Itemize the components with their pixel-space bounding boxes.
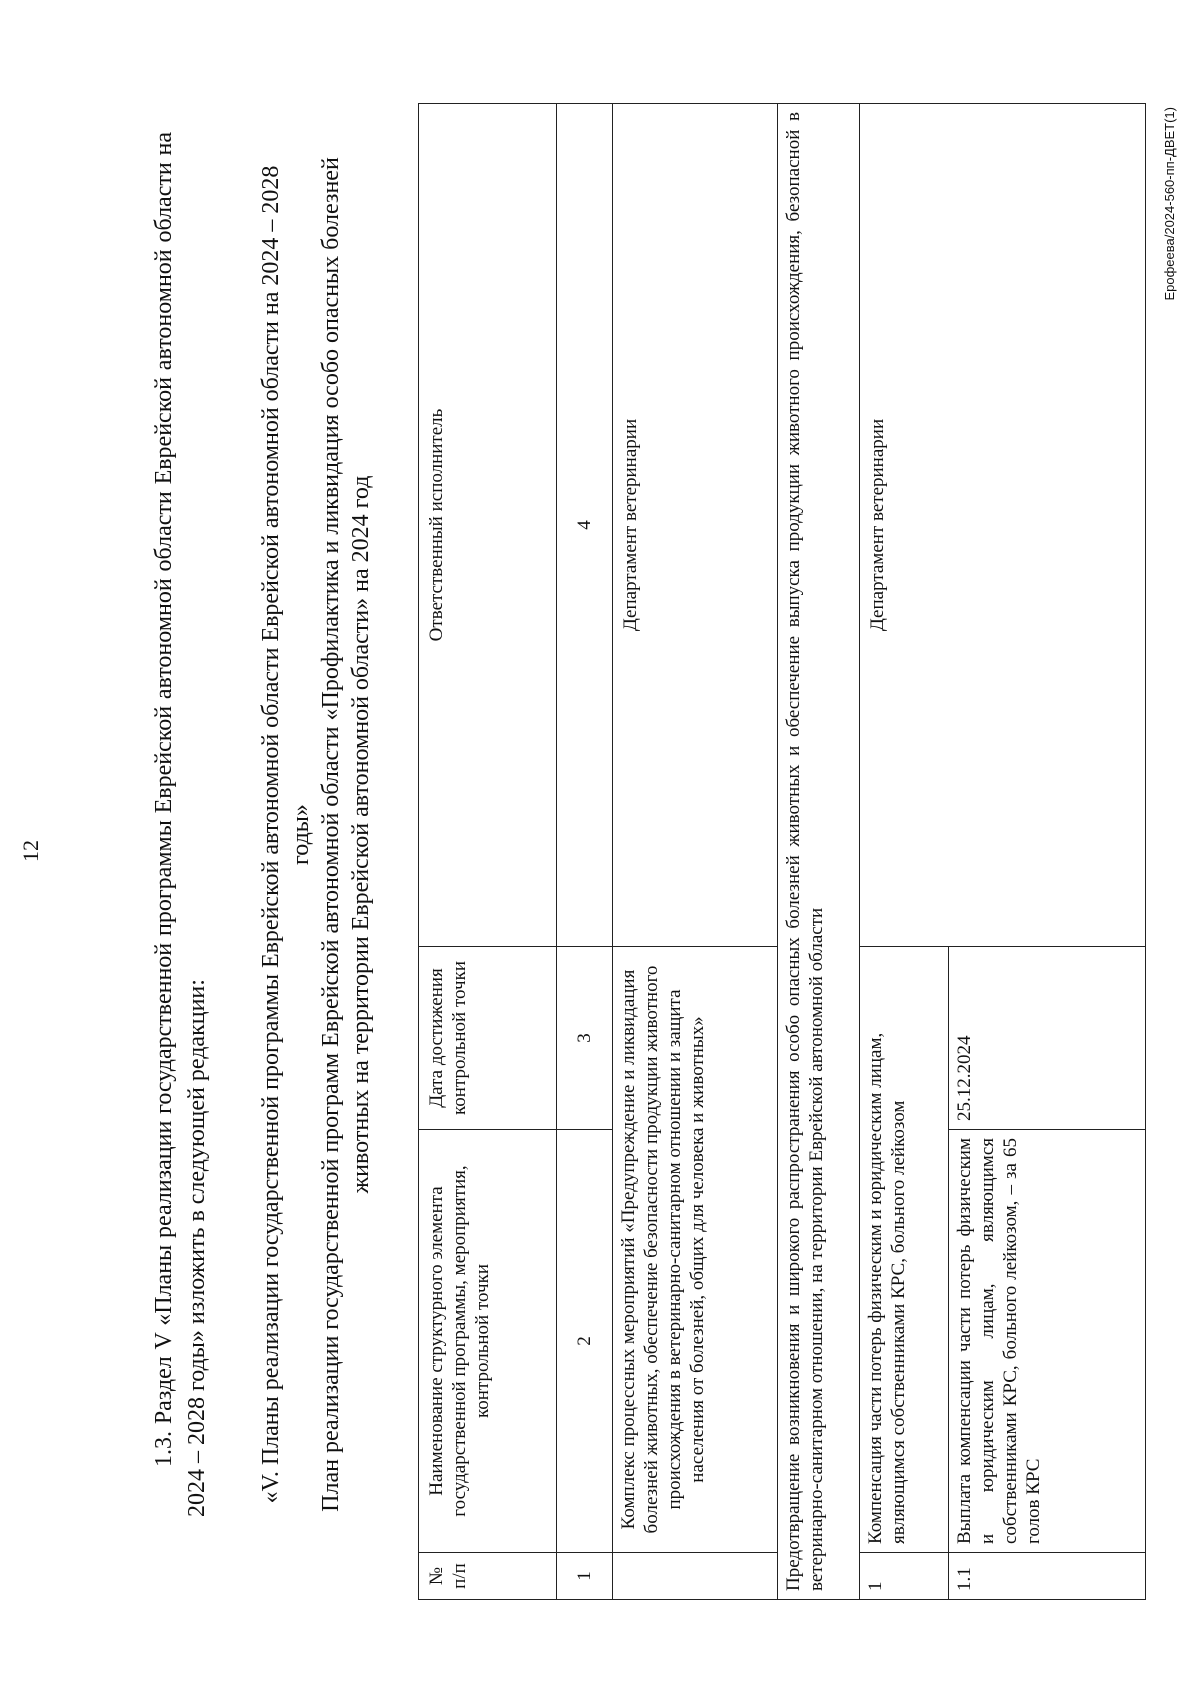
table-row — [612, 104, 777, 1600]
table-header-row — [419, 104, 557, 1600]
section-title: «V. Планы реализации государственной программы Еврейской автономной области Еврейской автономной области на 2024 – 2028 годы» — [258, 165, 314, 1504]
task-name: Компенсация части потерь физическим и юридическим лицам, являющимся собственниками КРС, больного лейкозом — [860, 947, 949, 1553]
column-number: 4 — [557, 104, 612, 947]
row-date: 25.12.2024 — [949, 947, 1146, 1130]
header-num: № п/п — [419, 1553, 557, 1600]
table-row — [860, 104, 949, 1600]
intro-paragraph: 1.3. Раздел V «Планы реализации государственной программы Еврейской автономной области Еврейской автономной области на 2024 – 2028 годы» изложить в следующей редакции: — [151, 132, 210, 1517]
plan-title: План реализации государственной программ Еврейской автономной области «Профилактика и ликвидация особо опасных болезней животных на территории Еврейской автономной области» на 2024 год — [318, 157, 374, 1512]
complex-name: Комплекс процессных мероприятий «Предупреждение и ликвидация болезней животных, обеспечение безопасности продукции животного происхождения в ветеринарно-санитарном отношении и защита населения от болезней, общих для человека и животных» — [612, 947, 777, 1553]
column-number: 2 — [557, 1130, 612, 1553]
column-number: 1 — [557, 1553, 612, 1600]
subtask-name: Выплата компенсации части потерь физическим и юридическим лицам, являющимся собственниками КРС, больного лейкозом, – за 65 голов КРС — [949, 1130, 1146, 1553]
column-number: 3 — [557, 947, 612, 1130]
row-executor: Департамент ветеринарии — [612, 104, 777, 947]
row-number: 1 — [860, 1553, 949, 1600]
header-name: Наименование структурного элемента государственной программы, мероприятия, контрольной точки — [419, 1130, 557, 1553]
headings-block — [256, 142, 376, 1527]
row-executor: Департамент ветеринарии — [860, 104, 1146, 947]
table-row — [777, 104, 859, 1600]
goal-text: Предотвращение возникновения и широкого распространения особо опасных болезней животных и обеспечение выпуска продукции животного происхождения, безопасной в ветеринарно-санитарном отношении, на территории Еврейской автономной области — [777, 104, 859, 1600]
header-date: Дата достижения контрольной точки — [419, 947, 557, 1130]
plan-table — [418, 103, 1146, 1600]
row-number: 1.1 — [949, 1553, 1146, 1600]
page-number: 12 — [18, 840, 43, 862]
column-number-row — [557, 104, 612, 1600]
document-id: Ерофеева/2024-560-пп-ДВЕТ(1) — [1162, 107, 1177, 301]
header-executor: Ответственный исполнитель — [419, 104, 557, 947]
row-number — [612, 1553, 777, 1600]
